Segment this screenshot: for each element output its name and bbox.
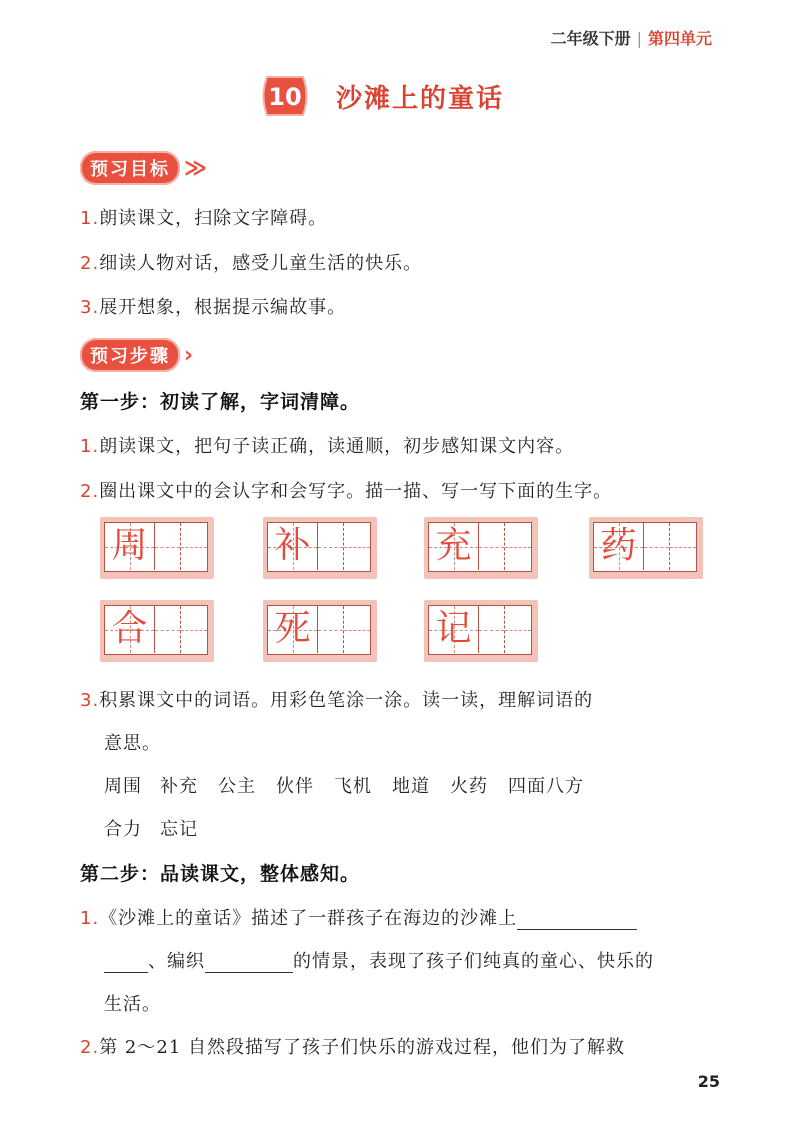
- word: 伙伴: [276, 776, 314, 797]
- practice-character: 补: [274, 525, 311, 566]
- step1-item-continuation: 意思。: [104, 733, 161, 754]
- step1-item: 3.积累课文中的词语。用彩色笔涂一涂。读一读，理解词语的: [80, 690, 594, 711]
- step1-item: 1.朗读课文，把句子读正确，读通顺，初步感知课文内容。: [80, 436, 575, 457]
- practice-character: 死: [274, 608, 311, 649]
- step2-item-continuation: 生活。: [104, 994, 161, 1015]
- lesson-title: 沙滩上的童话: [336, 84, 505, 114]
- step2-title: 第二步：品读课文，整体感知。: [80, 863, 361, 885]
- char-practice-box: [263, 600, 377, 662]
- char-practice-box: [263, 517, 377, 579]
- word: 火药: [450, 776, 488, 797]
- word-list: [104, 772, 584, 798]
- word-list: [104, 815, 198, 841]
- word: 合力: [104, 819, 142, 840]
- goal-item: 1.朗读课文，扫除文字障碍。: [80, 208, 328, 229]
- char-practice-box: [589, 517, 703, 579]
- step2-item: 1.《沙滩上的童话》描述了一群孩子在海边的沙滩上: [80, 904, 637, 930]
- page-number: 25: [697, 1072, 720, 1091]
- fill-blank[interactable]: [104, 952, 148, 973]
- char-practice-box: [100, 600, 214, 662]
- preview-steps-tag: [80, 338, 193, 372]
- practice-character: 周: [111, 525, 148, 566]
- chevron-right-icon: ›: [184, 342, 194, 368]
- preview-steps-label: 预习步骤: [80, 338, 180, 372]
- goal-item: 3.展开想象，根据提示编故事。: [80, 297, 347, 318]
- practice-character: 药: [600, 525, 637, 566]
- grade-label: 二年级下册: [550, 29, 631, 48]
- word: 地道: [392, 776, 430, 797]
- word: 忘记: [160, 819, 198, 840]
- step2-item: 2.第 2～21 自然段描写了孩子们快乐的游戏过程，他们为了解救: [80, 1037, 625, 1058]
- word: 四面八方: [508, 776, 584, 797]
- goal-item: 2.细读人物对话，感受儿童生活的快乐。: [80, 253, 423, 274]
- step1-item: 2.圈出课文中的会认字和会写字。描一描、写一写下面的生字。: [80, 481, 613, 502]
- double-chevron-icon: ≫: [184, 155, 208, 181]
- unit-label: 第四单元: [647, 29, 712, 48]
- lesson-number-badge: [258, 73, 312, 119]
- char-practice-box: [100, 517, 214, 579]
- lesson-number: 10: [268, 83, 302, 111]
- word: 飞机: [334, 776, 372, 797]
- fill-blank[interactable]: [205, 952, 293, 973]
- page-header: [551, 26, 712, 49]
- preview-goals-tag: [80, 151, 207, 185]
- practice-character: 记: [435, 608, 472, 649]
- practice-character: 合: [111, 608, 148, 649]
- step1-title: 第一步：初读了解，字词清障。: [80, 391, 361, 413]
- char-practice-box: [424, 600, 538, 662]
- preview-goals-label: 预习目标: [80, 151, 180, 185]
- fill-blank[interactable]: [517, 909, 637, 930]
- practice-character: 充: [435, 525, 472, 566]
- char-practice-box: [424, 517, 538, 579]
- step2-item-continuation: 、编织 的情景，表现了孩子们纯真的童心、快乐的: [104, 947, 654, 973]
- word: 周围: [104, 776, 142, 797]
- word: 补充: [160, 776, 198, 797]
- word: 公主: [218, 776, 256, 797]
- header-separator: |: [636, 29, 642, 48]
